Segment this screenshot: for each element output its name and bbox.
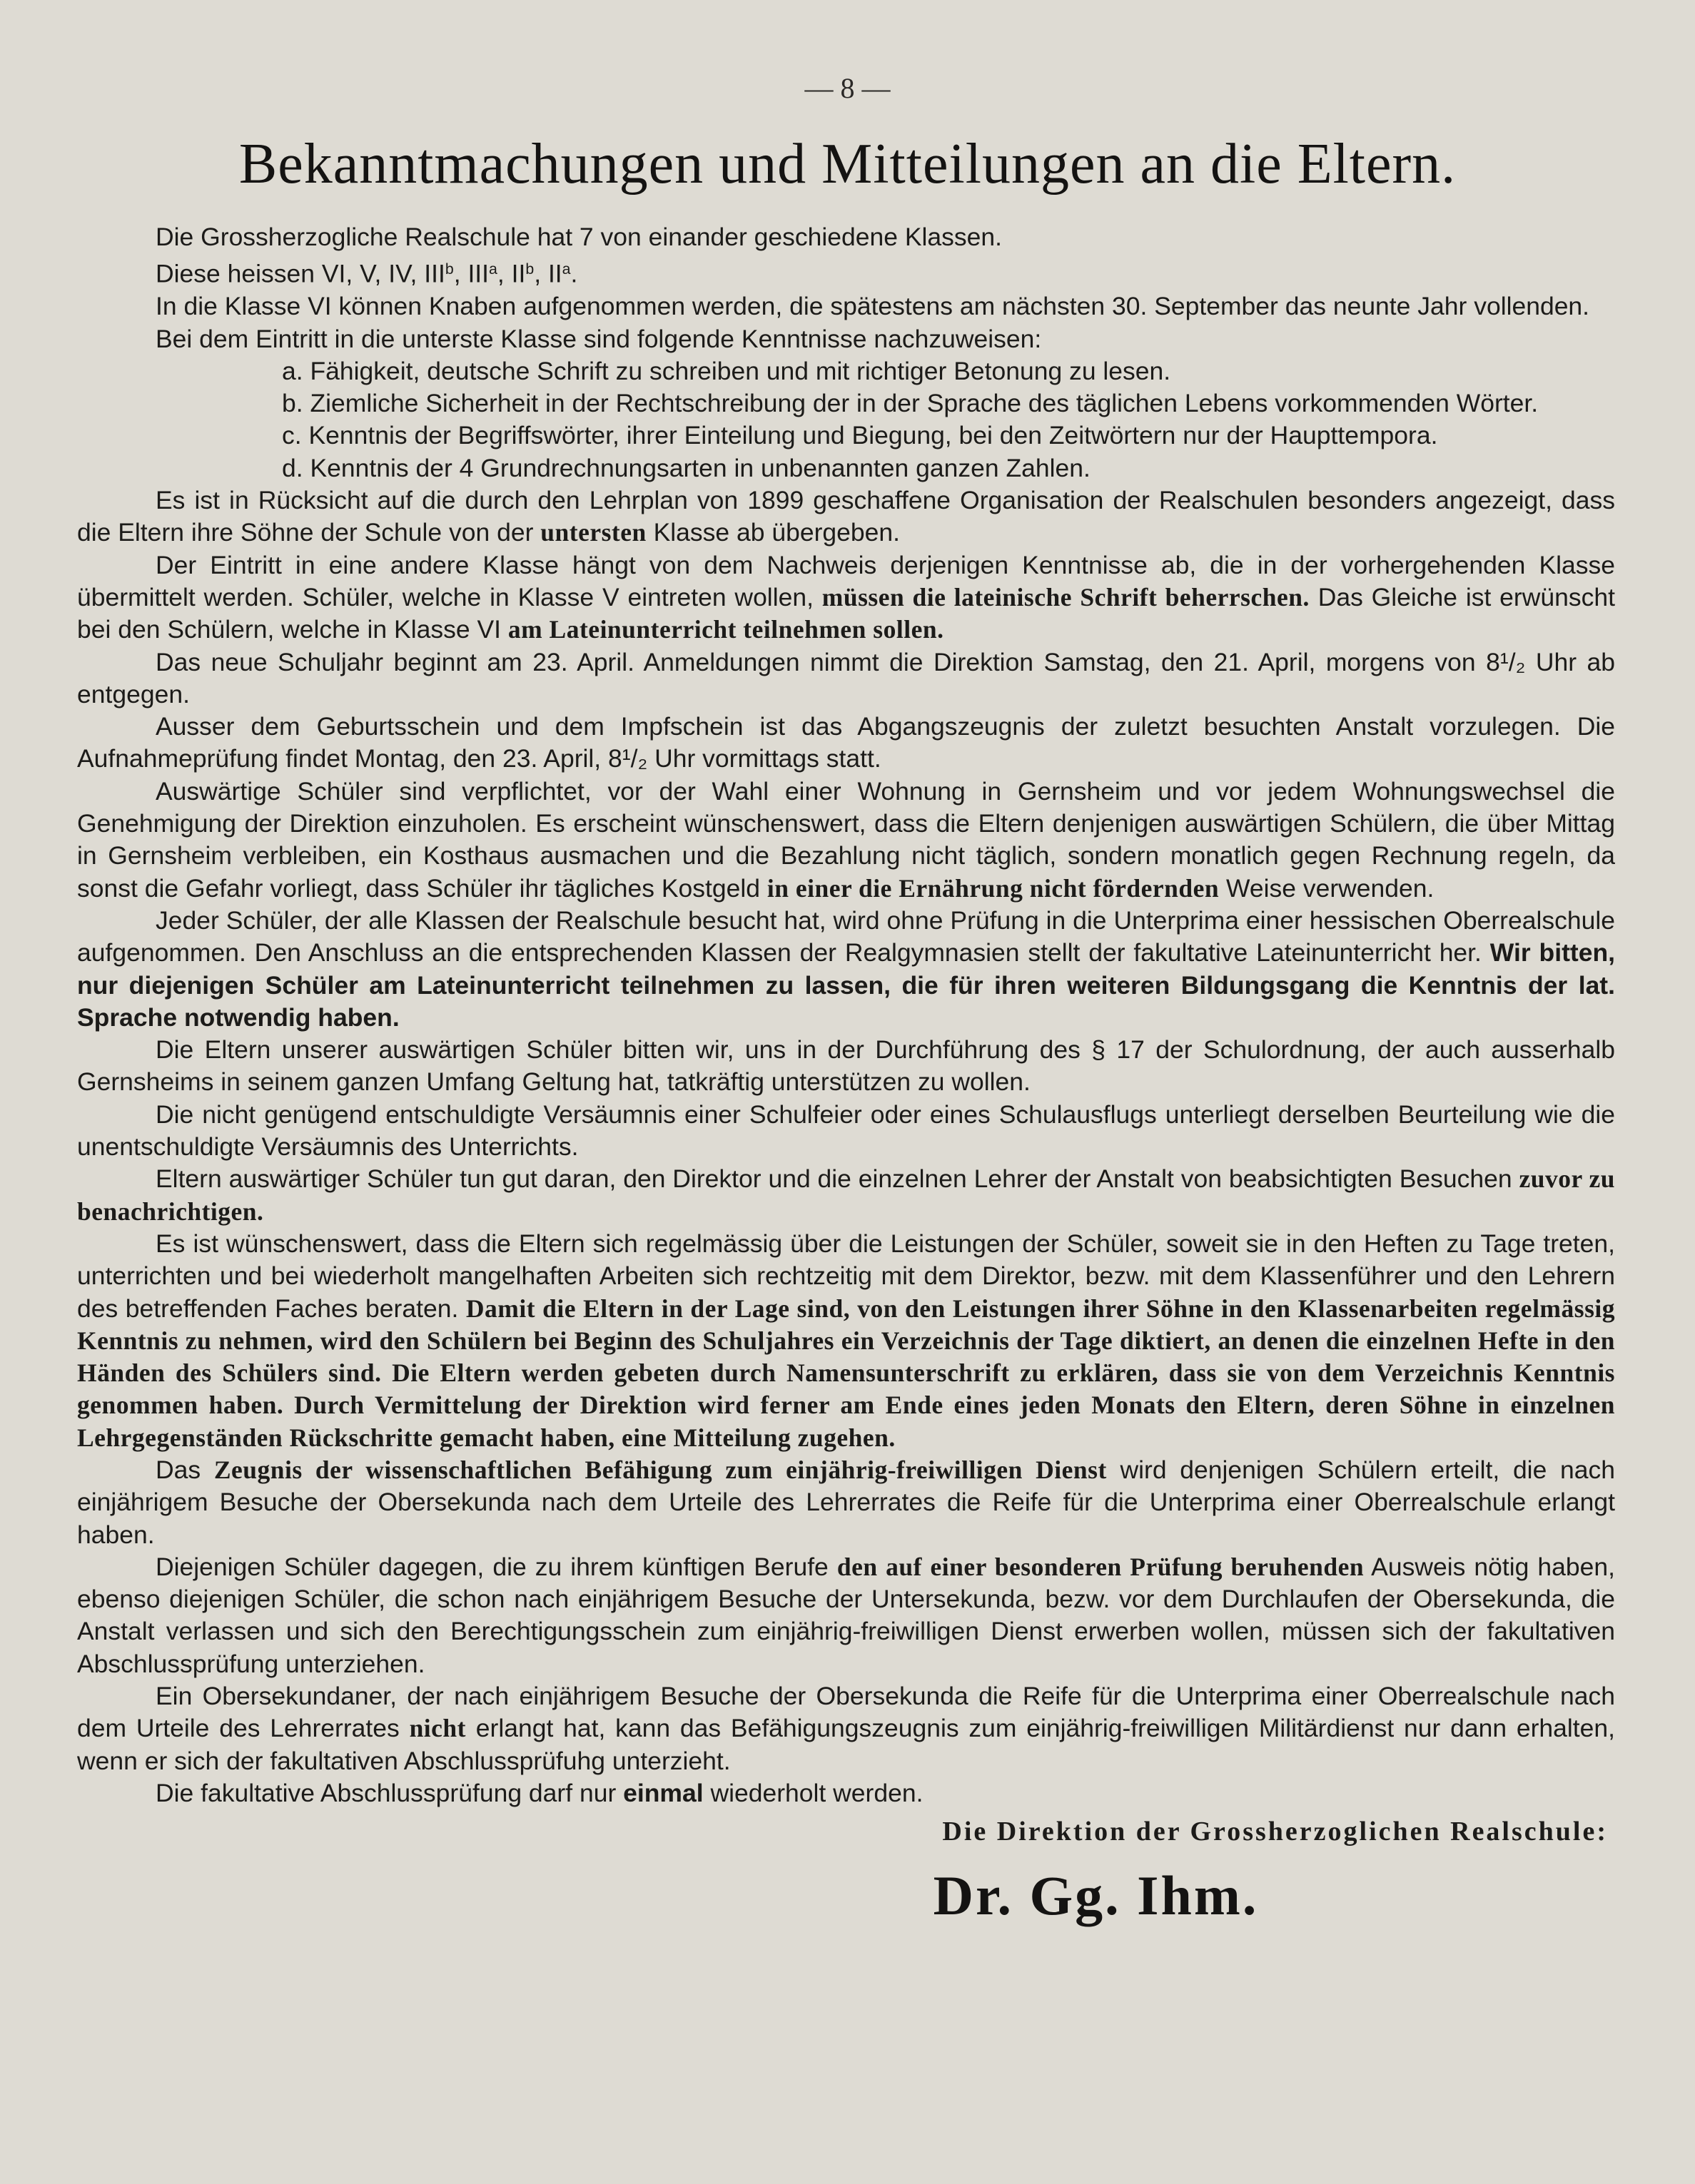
list-item: b. Ziemliche Sicherheit in der Rechtschreibung der in der Sprache des täglichen Lebens vorkommenden Wörter. [282,389,1539,418]
paragraph: Eltern auswärtiger Schüler tun gut daran, den Direktor und die einzelnen Lehrer der Anstalt von beabsichtigten Besuchen zuvor zu benachrichtigen. [77,1164,1615,1226]
paragraph: Jeder Schüler, der alle Klassen der Realschule besucht hat, wird ohne Prüfung in die Unterprima einer hessischen Oberrealschule aufgenommen. Den Anschluss an die entsprechenden Klassen der Realgymnasien stellt der fakultative Lateinunterricht her. Wir bitten, nur diejenigen Schüler am Lateinunterricht teilnehmen zu lassen, die für ihren weiteren Bildungsgang die Kenntnis der lat. Sprache notwendig haben. [77,905,1616,1032]
paragraph: Auswärtige Schüler sind verpflichtet, vor der Wahl einer Wohnung in Gernsheim und vor jedem Wohnungswechsel die Genehmigung der Direktion einzuholen. Es erscheint wünschenswert, dass die Eltern denjenigen auswärtigen Schülern, die über Mittag in Gernsheim verbleiben, ein Kosthaus ausmachen und die Bezahlung nicht täglich, sondern monatlich gegen Rechnung regeln, da sonst die Gefahr vorliegt, dass Schüler ihr tägliches Kostgeld in einer die Ernährung nicht fördernden Weise verwenden. [77,776,1615,903]
paragraph: Das Zeugnis der wissenschaftlichen Befähigung zum einjährig-freiwilligen Dienst wird denjenigen Schülern erteilt, die nach einjährigem Besuche der Obersekunda nach dem Urteile des Lehrerrates die Reife für die Unterprima einer Oberrealschule erlangt haben. [77,1455,1616,1549]
list-item: c. Kenntnis der Begriffswörter, ihrer Einteilung und Biegung, bei den Zeitwörtern nur der Haupttempora. [282,421,1438,450]
paragraph: Es ist in Rücksicht auf die durch den Lehrplan von 1899 geschaffene Organisation der Realschulen besonders angezeigt, dass die Eltern ihre Söhne der Schule von der untersten Klasse ab übergeben. [77,486,1615,547]
paragraph: Diejenigen Schüler dagegen, die zu ihrem künftigen Berufe den auf einer besonderen Prüfung beruhenden Ausweis nötig haben, ebenso diejenigen Schüler, die schon nach einjährigem Besuche der Untersekunda, bezw. vor dem Durchlaufen der Obersekunda, die Anstalt verlassen und sich den Berechtigungsschein zum einjährig-freiwilligen Dienst erwerben wollen, müssen sich der fakultativen Abschlussprüfung unterziehen. [77,1552,1615,1678]
paragraph: Die Eltern unserer auswärtigen Schüler bitten wir, uns in der Durchführung des § 17 der Schulordnung, der auch ausserhalb Gernsheims in seinem ganzen Umfang Geltung hat, tatkräftig unterstützen zu wollen. [77,1035,1615,1097]
paragraph: Die nicht genügend entschuldigte Versäumnis einer Schulfeier oder eines Schulausflugs unterliegt derselben Beurteilung wie die unentschuldigte Versäumnis des Unterrichts. [77,1099,1615,1162]
page-title: Bekanntmachungen und Mitteilungen an die Eltern. [238,133,1457,195]
list-item: d. Kenntnis der 4 Grundrechnungsarten in unbenannten ganzen Zahlen. [282,453,1091,482]
paragraph: In die Klasse VI können Knaben aufgenommen werden, die spätestens am nächsten 30. September das neunte Jahr vollenden. [156,292,1590,321]
list-item: a. Fähigkeit, deutsche Schrift zu schreiben und mit richtiger Betonung zu lesen. [282,356,1171,385]
paragraph: Bei dem Eintritt in die unterste Klasse sind folgende Kenntnisse nachzuweisen: [156,324,1042,353]
paragraph: Die Grossherzogliche Realschule hat 7 von einander geschiedene Klassen. [156,223,1003,251]
signature-line: Die Direktion der Grossherzoglichen Realschule: [942,1817,1608,1847]
paragraph: Das neue Schuljahr beginnt am 23. April. Anmeldungen nimmt die Direktion Samstag, den 21. April, morgens von 8¹/₂ Uhr ab entgegen. [77,647,1615,708]
paragraph: Es ist wünschenswert, dass die Eltern sich regelmässig über die Leistungen der Schüler, soweit sie in den Heften zu Tage treten, unterrichten und bei wiederholt mangelhaften Arbeiten sich rechtzeitig mit dem Direktor, bezw. mit dem Klassenführer und den Lehrern des betreffenden Faches beraten. Damit die Eltern in der Lage sind, von den Leistungen ihrer Söhne in den Klassenarbeiten regelmässig Kenntnis zu nehmen, wird den Schülern bei Beginn des Schuljahres ein Verzeichnis der Tage diktiert, an denen die einzelnen Hefte in den Händen des Schülers sind. Die Eltern werden gebeten durch Namensunterschrift zu erklären, dass sie von dem Verzeichnis Kenntnis genommen haben. Durch Vermittelung der Direktion wird ferner am Ende eines jeden Monats den Eltern, deren Söhne in einzelnen Lehrgegenständen Rückschritte gemacht haben, eine Mitteilung zugehen. [77,1229,1615,1452]
paragraph: Der Eintritt in eine andere Klasse hängt von dem Nachweis derjenigen Kenntnisse ab, die in der vorhergehenden Klasse übermittelt werden. Schüler, welche in Klasse V eintreten wollen, müssen die lateinische Schrift beherrschen. Das Gleiche ist erwünscht bei den Schülern, welche in Klasse VI am Lateinunterricht teilnehmen sollen. [77,550,1615,644]
paragraph: Diese heissen VI, V, IV, III$^b$, III$^a$, $II^b$, $II^a$. [156,260,578,288]
paragraph: Die fakultative Abschlussprüfung darf nur einmal wiederholt werden. [156,1778,924,1807]
paragraph: Ein Obersekundaner, der nach einjährigem Besuche der Obersekunda die Reife für die Unterprima einer Oberrealschule nach dem Urteile des Lehrerrates nicht erlangt hat, kann das Befähigungszeugnis zum einjährig-freiwilligen Militärdienst nur dann erhalten, wenn er sich der fakultativen Abschlussprüfuhg unterzieht. [77,1682,1615,1775]
document-body [77,221,1615,1928]
paragraph: Ausser dem Geburtsschein und dem Impfschein ist das Abgangszeugnis der zuletzt besuchten Anstalt vorzulegen. Die Aufnahmeprüfung findet Montag, den 23. April, 8¹/₂ Uhr vormittags statt. [77,712,1615,773]
signature-name: Dr. Gg. Ihm. [933,1864,1259,1927]
page-number: — 8 — [804,72,891,104]
